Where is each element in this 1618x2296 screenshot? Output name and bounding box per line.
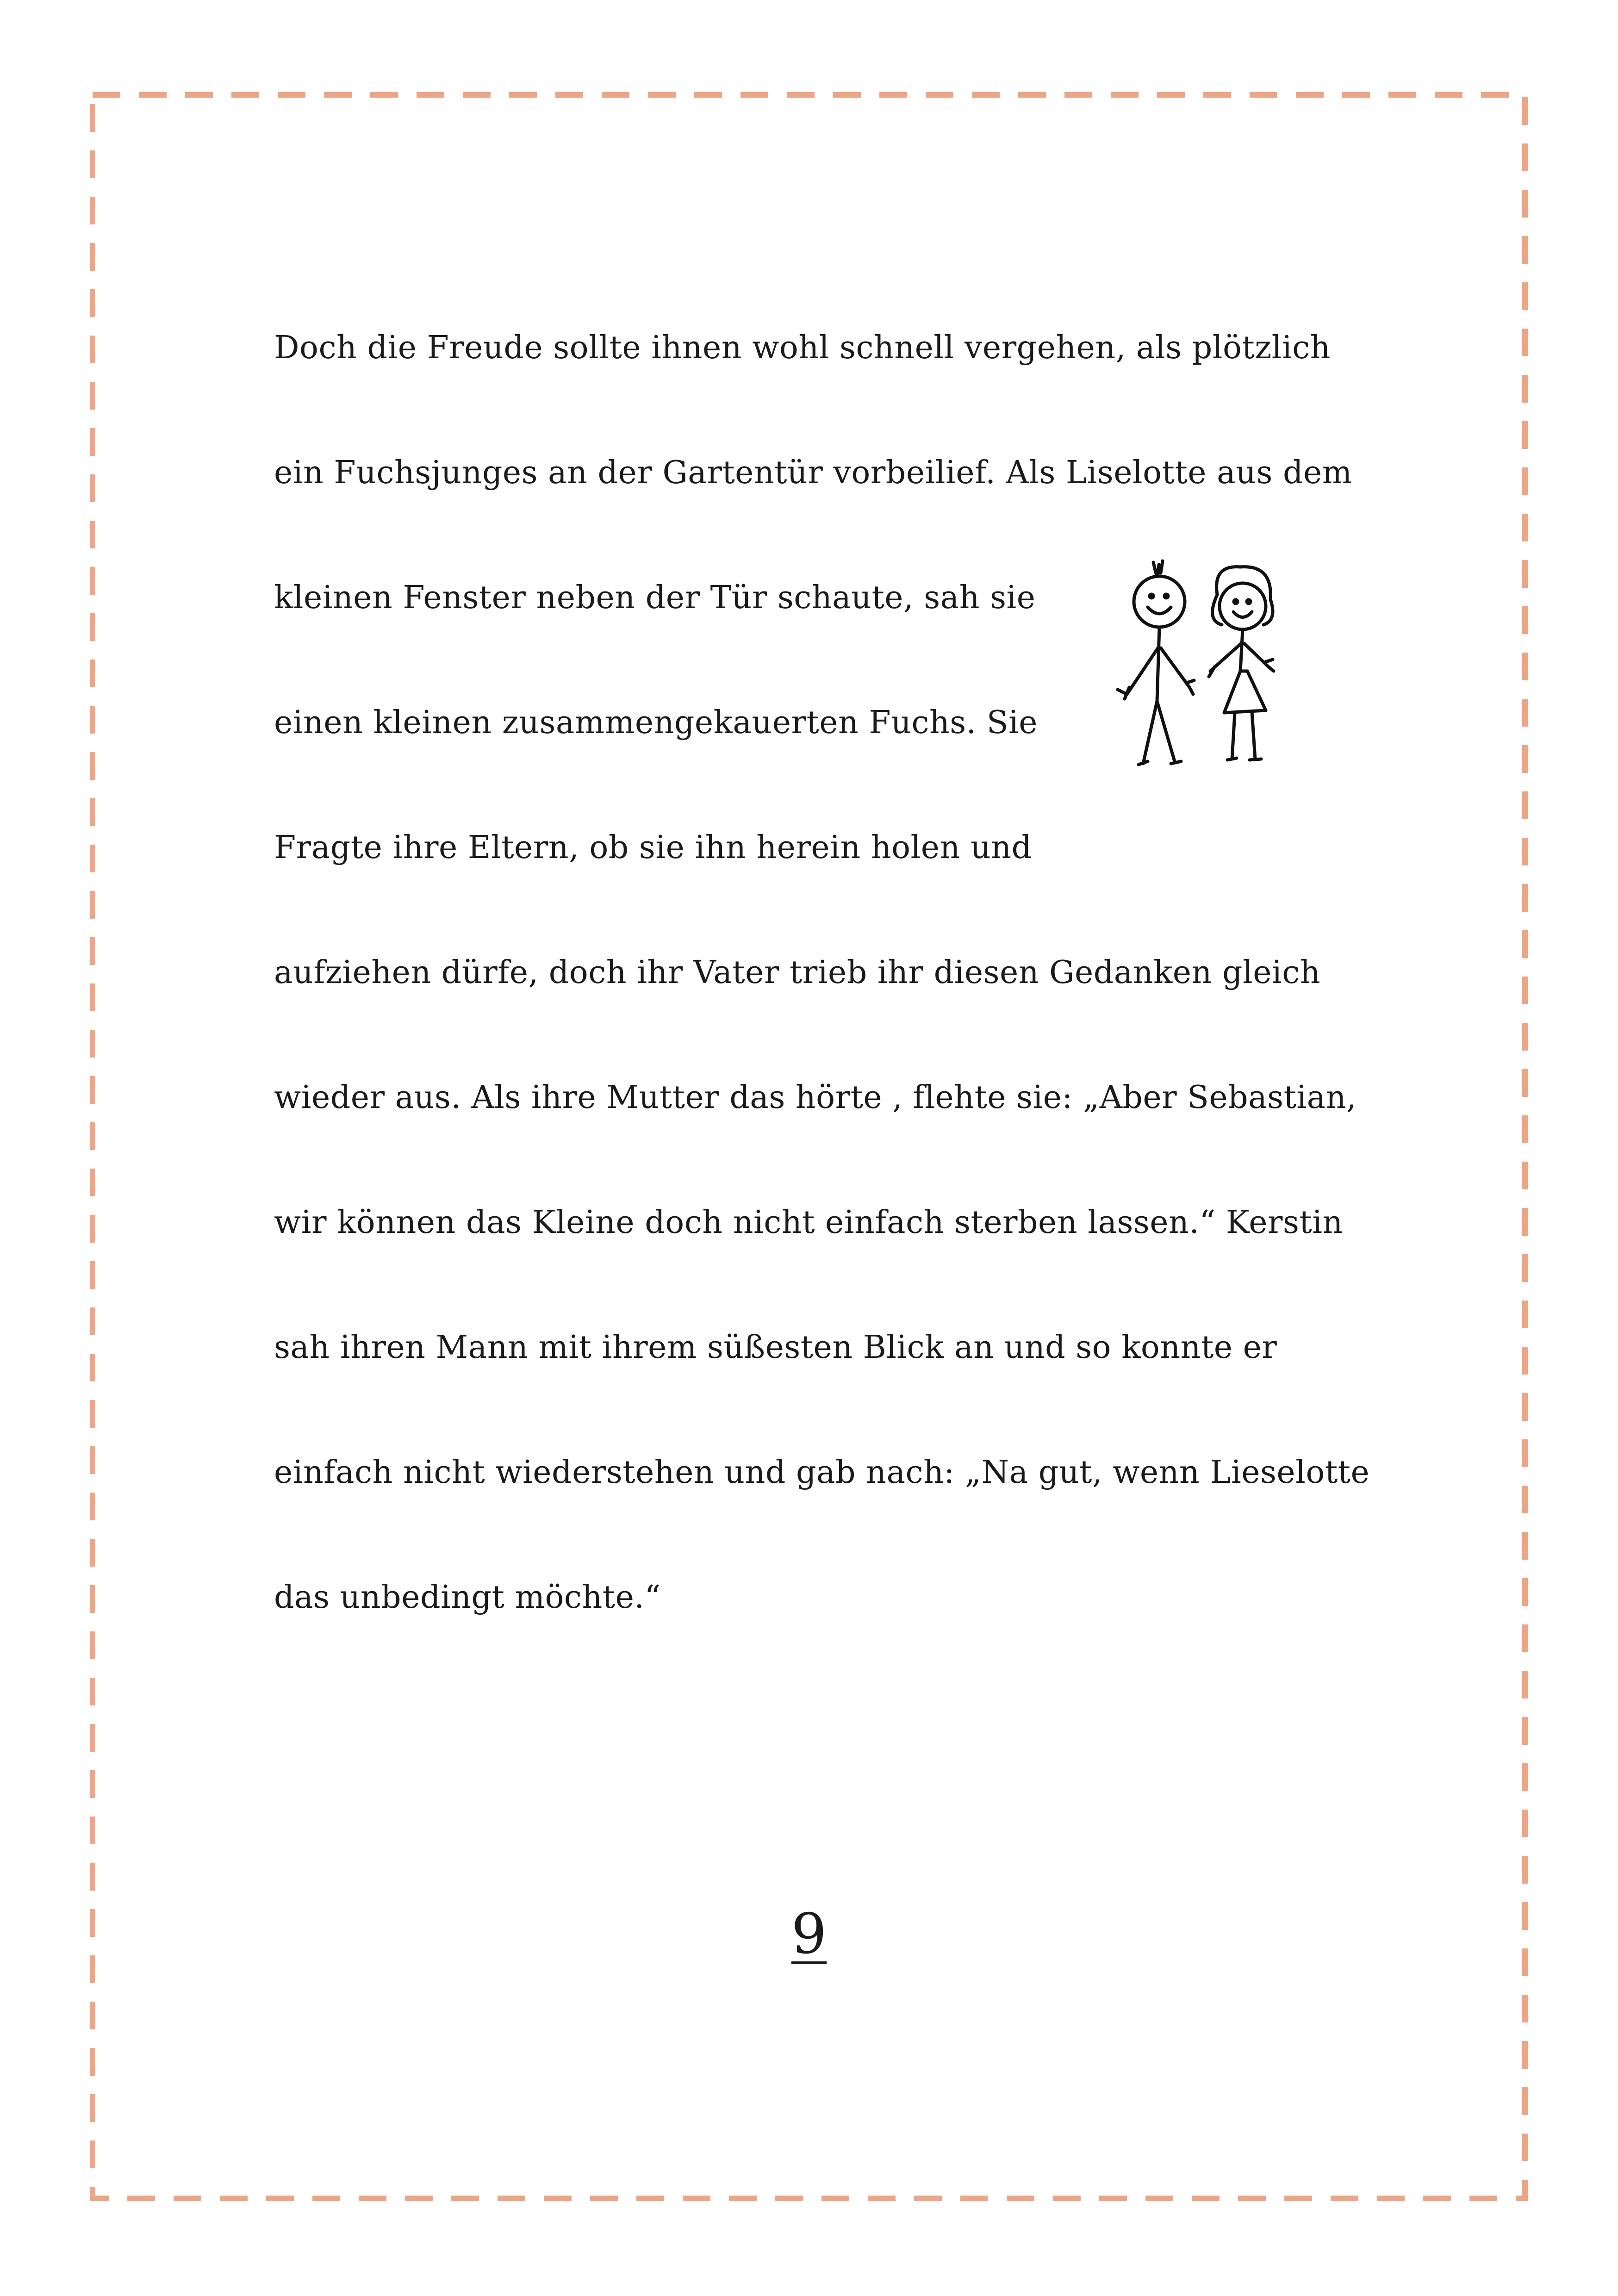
text-line: ein Fuchsjunges an der Gartentür vorbeilief. Als Liselotte aus dem — [274, 454, 1352, 491]
text-line: wieder aus. Als ihre Mutter das hörte , flehte sie: „Aber Sebastian, — [274, 1079, 1357, 1116]
text-line: sah ihren Mann mit ihrem süßesten Blick an und so konnte er — [274, 1329, 1277, 1366]
text-line: einfach nicht wiederstehen und gab nach: „Na gut, wenn Lieselotte — [274, 1454, 1370, 1491]
text-line: das unbedingt möchte.“ — [274, 1579, 661, 1616]
text-line: aufziehen dürfe, doch ihr Vater trieb ihr diesen Gedanken gleich — [274, 954, 1321, 991]
text-line: wir können das Kleine doch nicht einfach sterben lassen.“ Kerstin — [274, 1204, 1343, 1241]
page-border — [93, 95, 1525, 2198]
text-line: Fragte ihre Eltern, ob sie ihn herein holen und — [274, 829, 1032, 866]
page-number-label: 9 — [791, 1902, 827, 1966]
text-line: Doch die Freude sollte ihnen wohl schnell vergehen, als plötzlich — [274, 330, 1331, 366]
dashed-border-icon — [93, 95, 1525, 2198]
text-line: kleinen Fenster neben der Tür schaute, sah sie — [274, 579, 1036, 616]
text-line: einen kleinen zusammengekauerten Fuchs. Sie — [274, 704, 1038, 741]
stick-figure-couple-icon — [1111, 555, 1287, 773]
page-number — [0, 1902, 1618, 1966]
